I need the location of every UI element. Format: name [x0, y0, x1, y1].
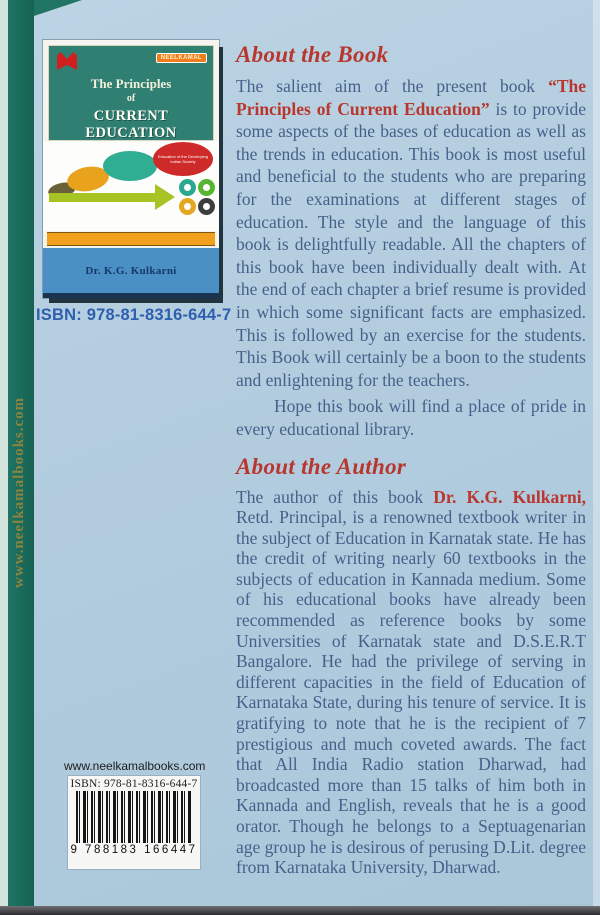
front-cover-thumbnail — [43, 40, 219, 298]
book-page-edge — [0, 0, 8, 915]
pinwheel-circle-green-icon — [198, 179, 215, 196]
spine-publisher-url: www.neelkamalbooks.com — [11, 396, 27, 588]
about-author-paragraph: The author of this book Dr. K.G. Kulkarni, Retd. Principal, is a renowned textbook writer in the subject of Education in Karnatak state. He has the credit of writing nearly 60 textbooks in the subjects of education in Kannada medium. Some of his educational books have already been recommended as reference books by some Universities of Karnatak state and D.S.E.R.T Bangalore. He had the privilege of serving in different capacities in the field of Education of Karnataka State, during his tenure of service. It is gratifying to note that he is the recipient of 7 prestigious and much coveted awards. The fact that All India Radio station Dharwad, had broadcasted more than 15 talks of him both in Kannada and English, reveals that he is a good orator. Though he belongs to a Septuagenarian age group he is desirous of perusing D.Lit. degree from Karnataka University, Dharwad. — [236, 486, 586, 878]
diagram-ellipse-teal — [103, 151, 157, 181]
barcode-digits: 9 788183 166447 — [70, 844, 198, 856]
diagram-pinwheel-icons — [179, 179, 215, 215]
back-cover-text-column — [236, 42, 586, 878]
diagram-arrow-shaft — [49, 193, 161, 202]
cover-author-name: Dr. K.G. Kulkarni — [43, 248, 219, 298]
barcode-box — [68, 776, 200, 869]
diagram-arrow-head-icon — [155, 184, 175, 210]
about-book-paragraph-1: The salient aim of the present book “The Principles of Current Education” is to provide some aspects of the bases of education as well as the trends in education. This book is most useful and beneficial to the students who are preparing for the examinations at different stages of education. The style and the language of this book is delightfully readable. All the chapters of this book have been individually dealt with. At the end of each chapter a brief resume is provided in which some significant facts are emphasized. This is followed by an exercise for the students. This Book will certainly be a boon to the students and enlightening for the teachers. — [236, 76, 586, 390]
book-spine-corner-fold — [34, 0, 82, 16]
about-book-heading: About the Book — [236, 42, 389, 67]
cover-title-line3: CURRENT EDUCATION — [85, 108, 177, 141]
pinwheel-circle-yellow-icon — [179, 198, 196, 215]
cover-header — [48, 45, 214, 141]
cover-orange-band — [47, 232, 215, 246]
cover-title-line2: of — [126, 93, 136, 104]
isbn-label: ISBN: 978-81-8316-644-7 — [36, 306, 232, 324]
book-right-edge-highlight — [593, 0, 600, 915]
about-author-heading: About the Author — [236, 453, 407, 479]
publisher-logo-icon — [57, 52, 77, 70]
table-shadow — [0, 906, 600, 915]
about-book-paragraph-2: Hope this book will find a place of pride in every educational library. — [236, 396, 586, 439]
publisher-badge: NEELKAMAL — [156, 53, 207, 63]
cover-diagram — [43, 141, 219, 231]
barcode-isbn-text: ISBN: 978-81-8316-644-7 — [70, 778, 198, 790]
barcode-bars — [76, 791, 192, 843]
pinwheel-circle-dark-icon — [198, 198, 215, 215]
barcode-publisher-url: www.neelkamalbooks.com — [64, 759, 206, 773]
pinwheel-circle-teal-icon — [179, 179, 196, 196]
cover-title-line1: The Principles — [90, 76, 172, 91]
diagram-ellipse-red: Education of the Developing Indian Society — [153, 142, 213, 176]
